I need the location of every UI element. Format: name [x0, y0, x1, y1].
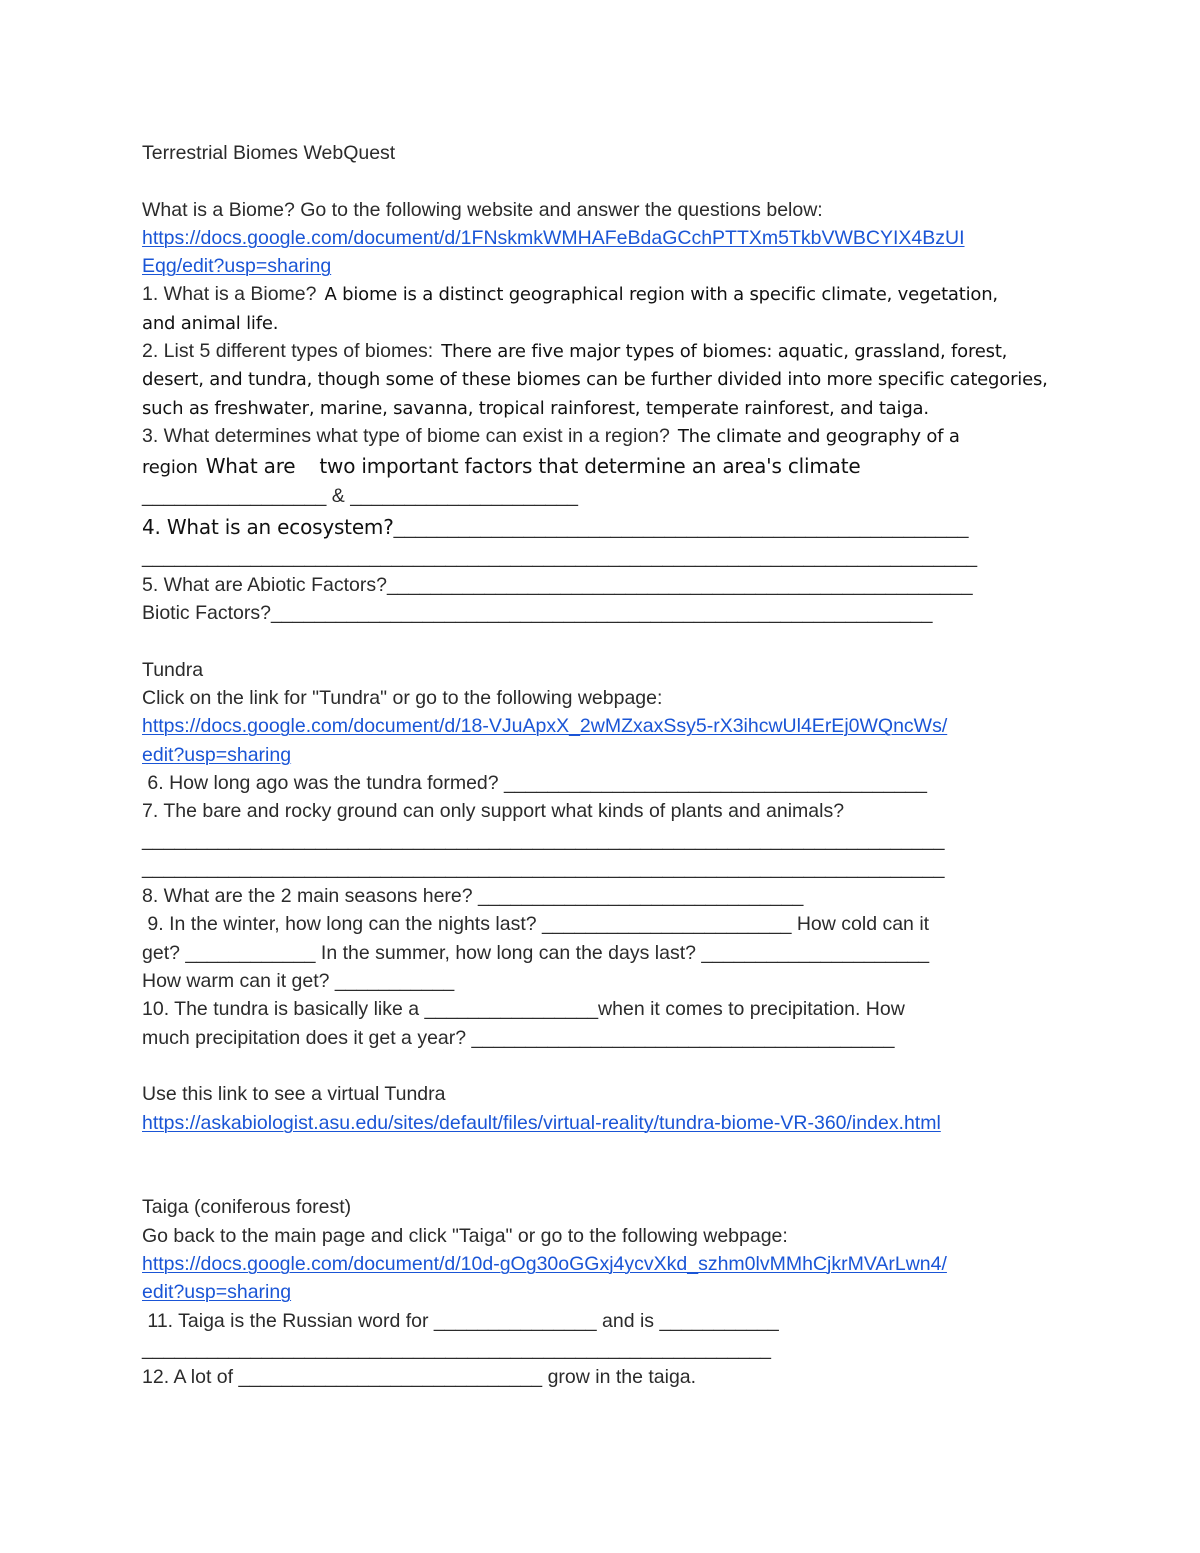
taiga-instruction: Go back to the main page and click "Taiga" or go to the following webpage: [142, 1224, 788, 1247]
q3-followup: What are [205, 454, 296, 479]
blank-line [142, 1137, 1062, 1165]
q4-blank-2[interactable]: _____________________________________________________________________________ [142, 545, 978, 568]
question-8[interactable]: 8. What are the 2 main seasons here? ______________________________ [142, 885, 804, 908]
q2-answer-cont-2: such as freshwater, marine, savanna, tropical rainforest, temperate rainforest, and taiga. [142, 397, 929, 419]
q7-blank-2[interactable]: __________________________________________________________________________ [142, 856, 945, 879]
q3-answer: The climate and geography of a [677, 425, 960, 447]
question-2 [142, 337, 1062, 365]
q4-text: 4. What is an ecosystem? [142, 514, 394, 539]
tundra-doc-link[interactable]: https://docs.google.com/document/d/18-VJuApxX_2wMZxaxSsy5-rX3ihcwUl4ErEj0WQncWs/ [142, 715, 948, 738]
virtual-tundra-link[interactable]: https://askabiologist.asu.edu/sites/default/files/virtual-reality/tundra-biome-VR-360/index.html [142, 1111, 941, 1134]
taiga-doc-link-cont[interactable]: edit?usp=sharing [142, 1281, 292, 1304]
tundra-doc-link-cont[interactable]: edit?usp=sharing [142, 743, 292, 766]
question-11[interactable]: 11. Taiga is the Russian word for _______________ and is ___________ [142, 1309, 779, 1332]
q1-answer-cont: and animal life. [142, 312, 279, 334]
blank-line [142, 1165, 1062, 1193]
q2-text: 2. List 5 different types of biomes: [142, 340, 434, 363]
question-4 [142, 511, 1062, 543]
virtual-tundra-label: Use this link to see a virtual Tundra [142, 1083, 446, 1106]
question-12[interactable]: 12. A lot of ____________________________ grow in the taiga. [142, 1366, 697, 1389]
intro-prompt: What is a Biome? Go to the following website and answer the questions below: [142, 198, 823, 221]
taiga-heading: Taiga (coniferous forest) [142, 1196, 352, 1219]
biome-doc-link-cont[interactable]: Eqg/edit?usp=sharing [142, 255, 332, 278]
question-11-cont[interactable]: __________________________________________________________ [142, 1337, 772, 1360]
question-3-followup [142, 450, 1062, 482]
question-5-biotic[interactable]: Biotic Factors?_____________________________________________________________ [142, 602, 933, 625]
question-9[interactable]: 9. In the winter, how long can the nights last? _______________________ How cold can it [142, 913, 930, 936]
question-6[interactable]: 6. How long ago was the tundra formed? _______________________________________ [142, 771, 927, 794]
q7-blank-1[interactable]: __________________________________________________________________________ [142, 828, 945, 851]
question-9-cont-2[interactable]: How warm can it get? ___________ [142, 970, 455, 993]
tundra-heading: Tundra [142, 658, 204, 681]
blank-line [142, 1052, 1062, 1080]
blank-line [142, 167, 1062, 195]
biome-doc-link[interactable]: https://docs.google.com/document/d/1FNskmkWMHAFeBdaGCchPTTXm5TkbVWBCYIX4BzUI [142, 226, 965, 249]
q3-blanks[interactable]: _________________ & _____________________ [142, 485, 578, 508]
q3-answer-cont: region [142, 457, 198, 479]
question-3 [142, 422, 1062, 450]
q2-answer-cont-1: desert, and tundra, though some of these biomes can be further divided into more specific categories, [142, 369, 1048, 391]
blank-line [142, 627, 1062, 655]
taiga-doc-link[interactable]: https://docs.google.com/document/d/10d-gOg30oGGxj4ycvXkd_szhm0lvMMhCjkrMVArLwn4/ [142, 1252, 947, 1275]
question-10[interactable]: 10. The tundra is basically like a ________________when it comes to precipitation. How [142, 998, 905, 1021]
q3-text: 3. What determines what type of biome can exist in a region? [142, 424, 670, 447]
q3-followup-rest: two important factors that determine an area's climate [319, 454, 861, 479]
tundra-instruction: Click on the link for "Tundra" or go to the following webpage: [142, 687, 663, 710]
document-title: Terrestrial Biomes WebQuest [142, 142, 396, 164]
question-9-cont-1[interactable]: get? ____________ In the summer, how long can the days last? _____________________ [142, 941, 930, 964]
question-10-cont[interactable]: much precipitation does it get a year? _______________________________________ [142, 1026, 895, 1049]
q2-answer: There are five major types of biomes: aquatic, grassland, forest, [441, 341, 1008, 363]
document-body [142, 139, 1062, 1391]
question-5-abiotic[interactable]: 5. What are Abiotic Factors?______________________________________________________ [142, 573, 973, 596]
question-7: 7. The bare and rocky ground can only support what kinds of plants and animals? [142, 800, 845, 823]
question-1 [142, 280, 1062, 308]
q1-answer: A biome is a distinct geographical region with a specific climate, vegetation, [324, 284, 998, 306]
q4-blank[interactable]: _____________________________________________________ [393, 516, 969, 539]
q1-text: 1. What is a Biome? [142, 283, 317, 306]
